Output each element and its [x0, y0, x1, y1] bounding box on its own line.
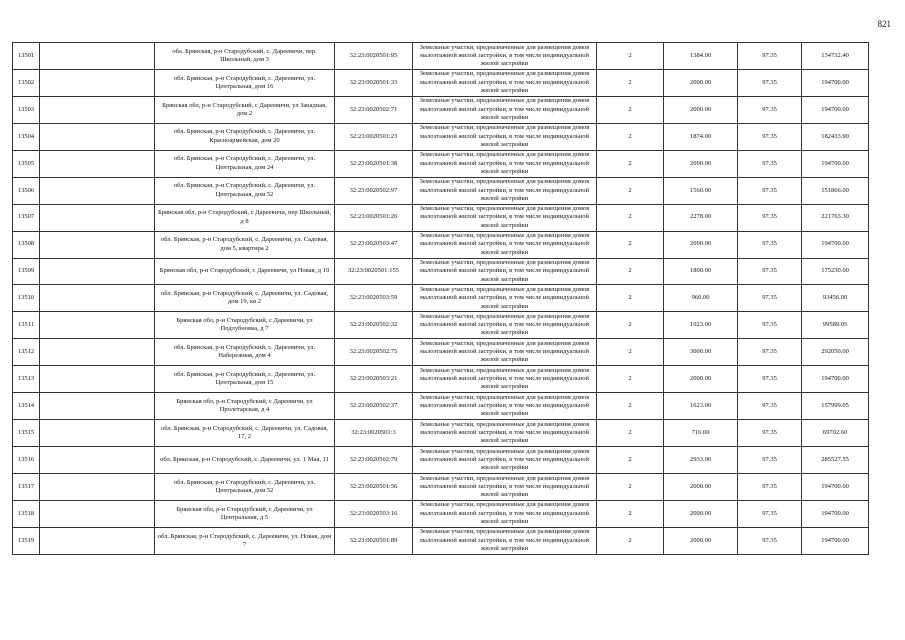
table-row [13, 123, 869, 150]
table-row [13, 69, 869, 96]
specific-value-cell: 97.35 [738, 393, 802, 420]
land-use-cell: Земельные участки, предназначенные для размещения домов малоэтажной жилой застройки, в том числе индивидуальной жилой застройки [413, 527, 597, 554]
empty-cell [40, 231, 155, 258]
cadastral-number-cell: 32:23:0020501:155 [335, 258, 413, 285]
cadastral-value-cell: 194700.00 [802, 96, 869, 123]
cadastral-value-cell: 69702.60 [802, 420, 869, 447]
address-cell: Брянская обл, р-н Стародубский, с Дареевичи, ул Подлубновка, д 7 [155, 312, 335, 339]
specific-value-cell: 97.35 [738, 339, 802, 366]
table-row [13, 177, 869, 204]
group-cell: 2 [597, 204, 664, 231]
land-use-cell: Земельные участки, предназначенные для размещения домов малоэтажной жилой застройки, в том числе индивидуальной жилой застройки [413, 177, 597, 204]
row-number-cell: 13513 [13, 366, 40, 393]
address-cell: Брянская обл, р-н Стародубский, с Дареевичи, ул Западная, дом 2 [155, 96, 335, 123]
specific-value-cell: 97.35 [738, 96, 802, 123]
group-cell: 2 [597, 339, 664, 366]
land-use-cell: Земельные участки, предназначенные для размещения домов малоэтажной жилой застройки, в том числе индивидуальной жилой застройки [413, 285, 597, 312]
specific-value-cell: 97.35 [738, 258, 802, 285]
empty-cell [40, 69, 155, 96]
cadastral-number-cell: 32:23:0020503:16 [335, 500, 413, 527]
empty-cell [40, 366, 155, 393]
cadastral-number-cell: 32:23:0020502:75 [335, 339, 413, 366]
table-row [13, 500, 869, 527]
cadastral-number-cell: 32:23:0020501:56 [335, 474, 413, 501]
area-cell: 960.00 [664, 285, 738, 312]
cadastral-value-cell: 221763.30 [802, 204, 869, 231]
cadastral-number-cell: 32:23:0020501:33 [335, 69, 413, 96]
row-number-cell: 13516 [13, 447, 40, 474]
group-cell: 2 [597, 69, 664, 96]
table-row [13, 150, 869, 177]
table-row [13, 258, 869, 285]
group-cell: 2 [597, 123, 664, 150]
empty-cell [40, 43, 155, 70]
table-row [13, 420, 869, 447]
area-cell: 2000.00 [664, 96, 738, 123]
table-row [13, 527, 869, 554]
table-body [13, 43, 869, 555]
area-cell: 716.00 [664, 420, 738, 447]
table-row [13, 474, 869, 501]
group-cell: 2 [597, 393, 664, 420]
cadastral-value-cell: 194700.00 [802, 527, 869, 554]
area-cell: 1874.00 [664, 123, 738, 150]
cadastral-value-cell: 93456.00 [802, 285, 869, 312]
cadastral-value-cell: 292050.00 [802, 339, 869, 366]
cadastral-value-cell: 182433.90 [802, 123, 869, 150]
land-use-cell: Земельные участки, предназначенные для размещения домов малоэтажной жилой застройки, в том числе индивидуальной жилой застройки [413, 339, 597, 366]
land-use-cell: Земельные участки, предназначенные для размещения домов малоэтажной жилой застройки, в том числе индивидуальной жилой застройки [413, 312, 597, 339]
table-row [13, 393, 869, 420]
cadastral-number-cell: 32:23:0020502:97 [335, 177, 413, 204]
table-row [13, 447, 869, 474]
empty-cell [40, 285, 155, 312]
page-number: 821 [877, 19, 891, 29]
table-row [13, 285, 869, 312]
area-cell: 1623.00 [664, 393, 738, 420]
row-number-cell: 13508 [13, 231, 40, 258]
row-number-cell: 13509 [13, 258, 40, 285]
land-use-cell: Земельные участки, предназначенные для размещения домов малоэтажной жилой застройки, в том числе индивидуальной жилой застройки [413, 150, 597, 177]
area-cell: 2000.00 [664, 474, 738, 501]
specific-value-cell: 97.35 [738, 312, 802, 339]
land-use-cell: Земельные участки, предназначенные для размещения домов малоэтажной жилой застройки, в том числе индивидуальной жилой застройки [413, 123, 597, 150]
address-cell: обл. Брянская, р-н Стародубский, с. Дареевичи, ул. Садовая, дом 19, кв 2 [155, 285, 335, 312]
specific-value-cell: 97.35 [738, 474, 802, 501]
row-number-cell: 13502 [13, 69, 40, 96]
group-cell: 2 [597, 500, 664, 527]
land-use-cell: Земельные участки, предназначенные для размещения домов малоэтажной жилой застройки, в том числе индивидуальной жилой застройки [413, 96, 597, 123]
cadastral-number-cell: 32:23:0020502:32 [335, 312, 413, 339]
row-number-cell: 13510 [13, 285, 40, 312]
table-row [13, 204, 869, 231]
specific-value-cell: 97.35 [738, 204, 802, 231]
area-cell: 2933.00 [664, 447, 738, 474]
specific-value-cell: 97.35 [738, 366, 802, 393]
land-use-cell: Земельные участки, предназначенные для размещения домов малоэтажной жилой застройки, в том числе индивидуальной жилой застройки [413, 474, 597, 501]
group-cell: 2 [597, 231, 664, 258]
cadastral-number-cell: 32:23:0020501:38 [335, 150, 413, 177]
group-cell: 2 [597, 366, 664, 393]
address-cell: Брянская обл, р-н Стародубский, с Дареевичи, ул Центральная, д 5 [155, 500, 335, 527]
area-cell: 2000.00 [664, 231, 738, 258]
cadastral-number-cell: 32:23:0020502:37 [335, 393, 413, 420]
specific-value-cell: 97.35 [738, 231, 802, 258]
area-cell: 1560.00 [664, 177, 738, 204]
row-number-cell: 13503 [13, 96, 40, 123]
land-use-cell: Земельные участки, предназначенные для размещения домов малоэтажной жилой застройки, в том числе индивидуальной жилой застройки [413, 366, 597, 393]
area-cell: 1384.00 [664, 43, 738, 70]
cadastral-number-cell: 32:23:0020501:3 [335, 420, 413, 447]
specific-value-cell: 97.35 [738, 43, 802, 70]
specific-value-cell: 97.35 [738, 177, 802, 204]
cadastral-value-cell: 134732.40 [802, 43, 869, 70]
group-cell: 2 [597, 177, 664, 204]
cadastral-value-cell: 194700.00 [802, 231, 869, 258]
cadastral-value-cell: 194700.00 [802, 474, 869, 501]
specific-value-cell: 97.35 [738, 150, 802, 177]
cadastral-value-table [12, 42, 869, 555]
address-cell: Брянская обл, р-н Стародубский, с Дареевичи, ул Новая, д 10 [155, 258, 335, 285]
cadastral-value-cell: 175230.00 [802, 258, 869, 285]
empty-cell [40, 150, 155, 177]
address-cell: обл. Брянская, р-н Стародубский, с. Дареевичи, ул. Садовая, 17, 2 [155, 420, 335, 447]
cadastral-number-cell: 32:23:0020501:89 [335, 527, 413, 554]
specific-value-cell: 97.35 [738, 447, 802, 474]
empty-cell [40, 527, 155, 554]
address-cell: Брянская обл, р-н Стародубский, с Дареевичи, ул Пролетарская, д 4 [155, 393, 335, 420]
empty-cell [40, 420, 155, 447]
address-cell: обл. Брянская, р-н Стародубский, с. Дареевичи, ул. Новая, дом 7 [155, 527, 335, 554]
row-number-cell: 13505 [13, 150, 40, 177]
row-number-cell: 13504 [13, 123, 40, 150]
row-number-cell: 13511 [13, 312, 40, 339]
specific-value-cell: 97.35 [738, 500, 802, 527]
row-number-cell: 13518 [13, 500, 40, 527]
address-cell: обл. Брянская, р-н Стародубский, с. Дареевичи, ул. Центральная, дом 52 [155, 177, 335, 204]
address-cell: Брянская обл, р-н Стародубский, с Дареевичи, пер Школьный, д 8 [155, 204, 335, 231]
land-use-cell: Земельные участки, предназначенные для размещения домов малоэтажной жилой застройки, в том числе индивидуальной жилой застройки [413, 231, 597, 258]
row-number-cell: 13512 [13, 339, 40, 366]
empty-cell [40, 474, 155, 501]
land-use-cell: Земельные участки, предназначенные для размещения домов малоэтажной жилой застройки, в том числе индивидуальной жилой застройки [413, 258, 597, 285]
group-cell: 2 [597, 43, 664, 70]
cadastral-value-cell: 157999.05 [802, 393, 869, 420]
address-cell: обл. Брянская, р-н Стародубский, с. Дареевичи, пер. Школьный, дом 3 [155, 43, 335, 70]
cadastral-number-cell: 32:23:0020502:71 [335, 96, 413, 123]
cadastral-value-cell: 194700.00 [802, 500, 869, 527]
group-cell: 2 [597, 447, 664, 474]
table-row [13, 43, 869, 70]
row-number-cell: 13517 [13, 474, 40, 501]
land-use-cell: Земельные участки, предназначенные для размещения домов малоэтажной жилой застройки, в том числе индивидуальной жилой застройки [413, 393, 597, 420]
row-number-cell: 13506 [13, 177, 40, 204]
specific-value-cell: 97.35 [738, 420, 802, 447]
table-row [13, 312, 869, 339]
cadastral-value-cell: 99589.05 [802, 312, 869, 339]
specific-value-cell: 97.35 [738, 123, 802, 150]
specific-value-cell: 97.35 [738, 69, 802, 96]
address-cell: обл. Брянская, р-н Стародубский, с. Дареевичи, ул. Центральная, дом 15 [155, 366, 335, 393]
empty-cell [40, 447, 155, 474]
empty-cell [40, 96, 155, 123]
empty-cell [40, 500, 155, 527]
area-cell: 2000.00 [664, 527, 738, 554]
group-cell: 2 [597, 96, 664, 123]
group-cell: 2 [597, 527, 664, 554]
group-cell: 2 [597, 312, 664, 339]
specific-value-cell: 97.35 [738, 285, 802, 312]
empty-cell [40, 339, 155, 366]
area-cell: 2278.00 [664, 204, 738, 231]
cadastral-number-cell: 32:23:0020503:59 [335, 285, 413, 312]
cadastral-value-cell: 194700.00 [802, 150, 869, 177]
land-use-cell: Земельные участки, предназначенные для размещения домов малоэтажной жилой застройки, в том числе индивидуальной жилой застройки [413, 447, 597, 474]
row-number-cell: 13514 [13, 393, 40, 420]
address-cell: обл. Брянская, р-н Стародубский, с. Дареевичи, ул. Центральная, дом 24 [155, 150, 335, 177]
land-use-cell: Земельные участки, предназначенные для размещения домов малоэтажной жилой застройки, в том числе индивидуальной жилой застройки [413, 69, 597, 96]
group-cell: 2 [597, 420, 664, 447]
group-cell: 2 [597, 285, 664, 312]
table-row [13, 231, 869, 258]
area-cell: 2000.00 [664, 500, 738, 527]
cadastral-number-cell: 32:23:0020501:23 [335, 123, 413, 150]
cadastral-number-cell: 32:23:0020501:26 [335, 204, 413, 231]
specific-value-cell: 97.35 [738, 527, 802, 554]
row-number-cell: 13507 [13, 204, 40, 231]
land-use-cell: Земельные участки, предназначенные для размещения домов малоэтажной жилой застройки, в том числе индивидуальной жилой застройки [413, 420, 597, 447]
area-cell: 1800.00 [664, 258, 738, 285]
table-row [13, 339, 869, 366]
address-cell: обл. Брянская, р-н Стародубский, с. Дареевичи, ул. Красноармейская, дом 20 [155, 123, 335, 150]
address-cell: обл. Брянская, р-н Стародубский, с. Дареевичи, ул. Садовая, дом 5, квартира 2 [155, 231, 335, 258]
empty-cell [40, 123, 155, 150]
row-number-cell: 13501 [13, 43, 40, 70]
cadastral-value-cell: 151866.00 [802, 177, 869, 204]
cadastral-value-cell: 194700.00 [802, 69, 869, 96]
empty-cell [40, 393, 155, 420]
address-cell: обл. Брянская, р-н Стародубский, с. Дареевичи, ул. Центральная, дом 16 [155, 69, 335, 96]
address-cell: обл. Брянская, р-н Стародубский, с. Дареевичи, ул. Набережная, дом 4 [155, 339, 335, 366]
land-use-cell: Земельные участки, предназначенные для размещения домов малоэтажной жилой застройки, в том числе индивидуальной жилой застройки [413, 43, 597, 70]
table-row [13, 96, 869, 123]
cadastral-number-cell: 32:23:0020502:79 [335, 447, 413, 474]
group-cell: 2 [597, 150, 664, 177]
area-cell: 1023.00 [664, 312, 738, 339]
address-cell: обл. Брянская, р-н Стародубский, с. Дареевичи, ул. Центральная, дом 52 [155, 474, 335, 501]
row-number-cell: 13515 [13, 420, 40, 447]
cadastral-number-cell: 32:23:0020503:47 [335, 231, 413, 258]
land-use-cell: Земельные участки, предназначенные для размещения домов малоэтажной жилой застройки, в том числе индивидуальной жилой застройки [413, 500, 597, 527]
empty-cell [40, 204, 155, 231]
area-cell: 2000.00 [664, 150, 738, 177]
empty-cell [40, 177, 155, 204]
cadastral-number-cell: 32:23:0020503:21 [335, 366, 413, 393]
area-cell: 2000.00 [664, 366, 738, 393]
empty-cell [40, 258, 155, 285]
row-number-cell: 13519 [13, 527, 40, 554]
empty-cell [40, 312, 155, 339]
area-cell: 3000.00 [664, 339, 738, 366]
group-cell: 2 [597, 474, 664, 501]
address-cell: обл. Брянская, р-н Стародубский, с. Дареевичи, ул. 1 Мая, 11 [155, 447, 335, 474]
area-cell: 2000.00 [664, 69, 738, 96]
land-use-cell: Земельные участки, предназначенные для размещения домов малоэтажной жилой застройки, в том числе индивидуальной жилой застройки [413, 204, 597, 231]
table-row [13, 366, 869, 393]
cadastral-value-cell: 285527.55 [802, 447, 869, 474]
group-cell: 2 [597, 258, 664, 285]
cadastral-value-cell: 194700.00 [802, 366, 869, 393]
cadastral-number-cell: 32:23:0020501:95 [335, 43, 413, 70]
